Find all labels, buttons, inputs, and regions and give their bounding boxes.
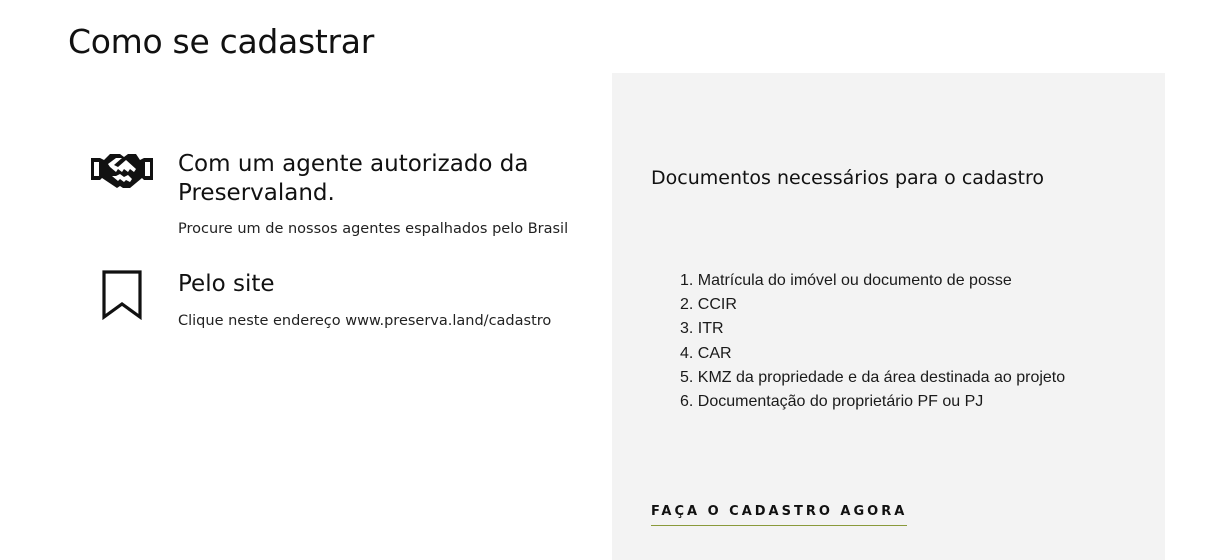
method-site-description: Clique neste endereço www.preserva.land/cadastro <box>178 313 552 329</box>
method-site-heading: Pelo site <box>178 271 275 297</box>
list-item: 3. ITR <box>680 320 724 338</box>
bookmark-icon <box>90 270 154 326</box>
handshake-icon <box>90 150 154 206</box>
list-item: 1. Matrícula do imóvel ou documento de posse <box>680 272 1012 289</box>
list-item: 6. Documentação do proprietário PF ou PJ <box>680 393 984 411</box>
list-item: 4. CAR <box>680 344 732 362</box>
list-item: 5. KMZ da propriedade e da área destinada ao projeto <box>680 368 1066 386</box>
method-agent-description: Procure um de nossos agentes espalhados pelo Brasil <box>178 221 569 237</box>
documents-list <box>680 269 1065 414</box>
register-now-link[interactable]: FAÇA O CADASTRO AGORA <box>651 504 907 526</box>
documents-panel <box>612 73 1165 560</box>
list-item: 2. CCIR <box>680 296 737 314</box>
documents-title: Documentos necessários para o cadastro <box>651 167 1044 189</box>
page-title: Como se cadastrar <box>68 22 374 61</box>
method-agent-heading: Com um agente autorizado da Preservaland. <box>178 151 529 206</box>
